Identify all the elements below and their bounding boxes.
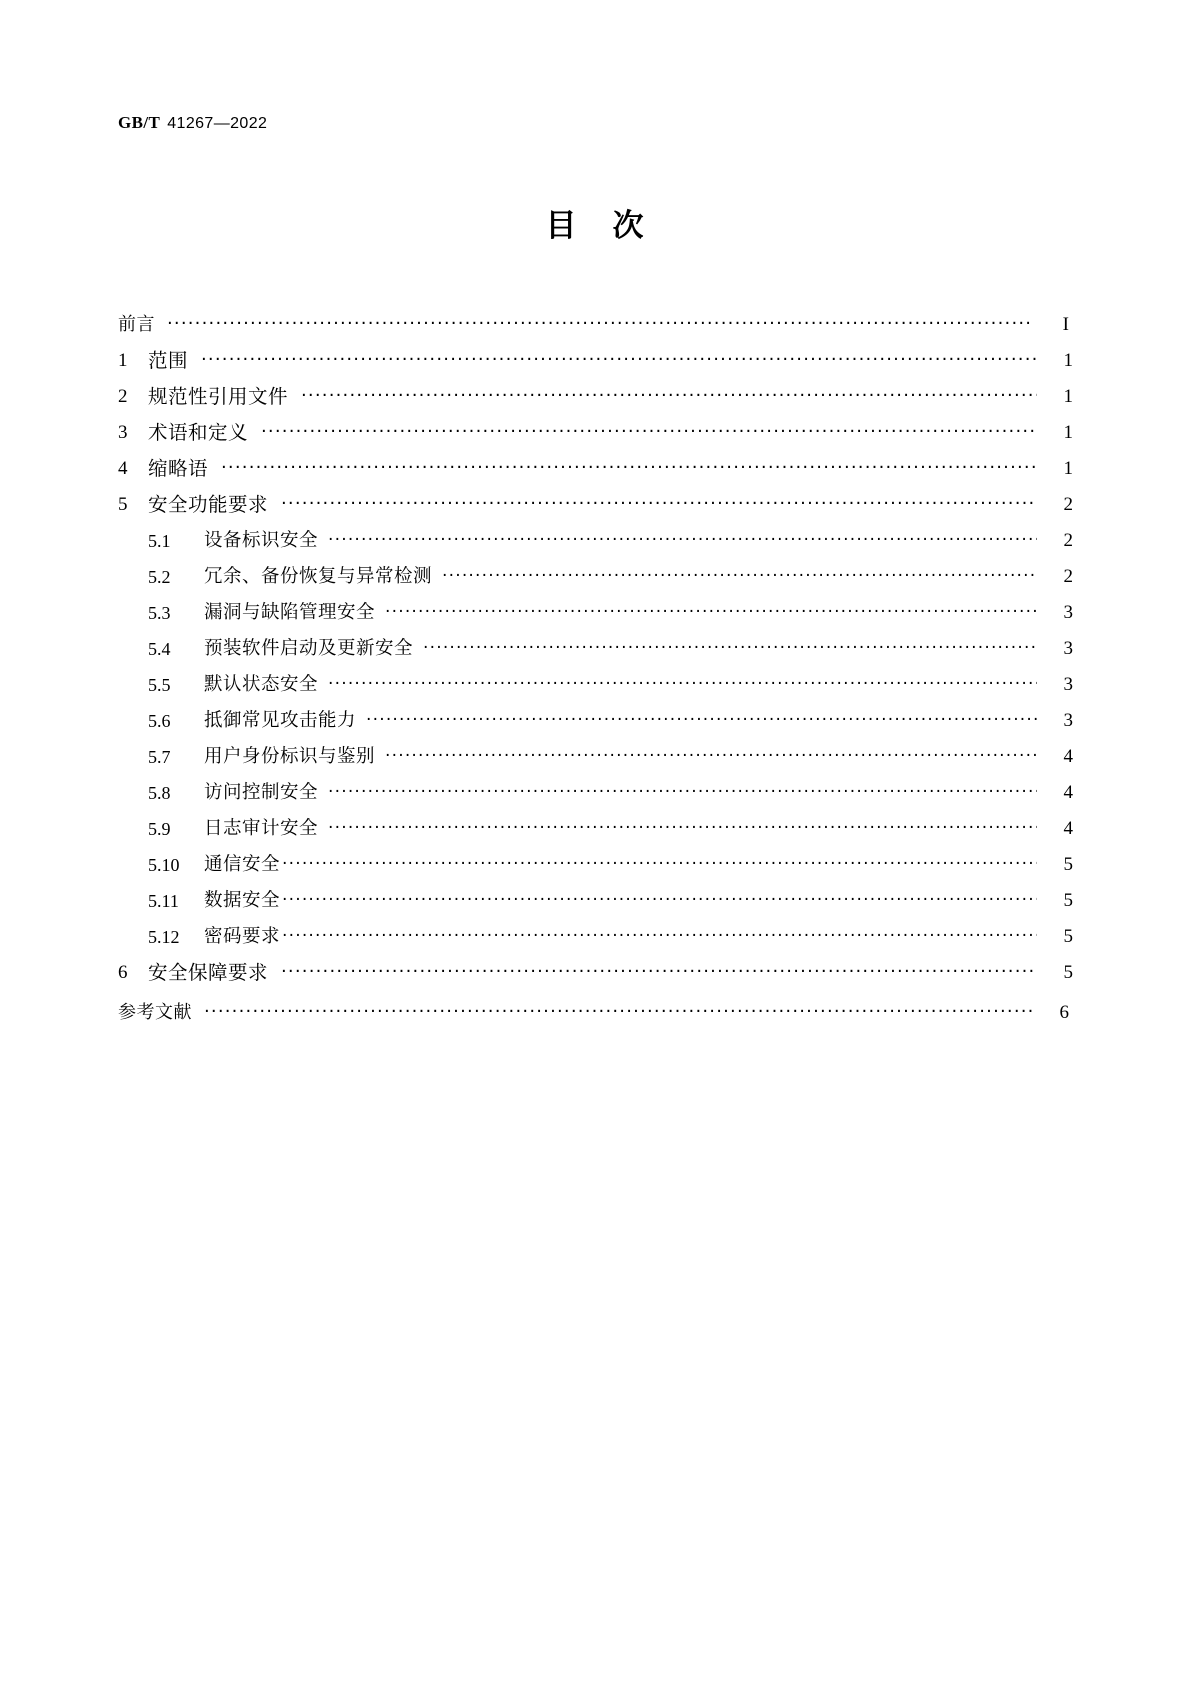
toc-entry-label: 术语和定义 xyxy=(148,420,249,444)
toc-entry-number: 3 xyxy=(118,422,128,443)
toc-dot-leader xyxy=(442,567,1037,587)
toc-entry[interactable] xyxy=(118,550,1073,586)
toc-entry[interactable] xyxy=(118,298,1073,334)
toc-entry[interactable] xyxy=(118,694,1073,730)
toc-entry-page-number: 5 xyxy=(1063,926,1073,947)
toc-entry[interactable] xyxy=(118,946,1073,982)
toc-entry-label: 访问控制安全 xyxy=(204,781,319,803)
toc-entry-label: 漏洞与缺陷管理安全 xyxy=(204,601,376,623)
standard-code: GB/T xyxy=(118,113,161,132)
toc-entry-number: 5.11 xyxy=(148,891,179,911)
toc-entry-page-number: 3 xyxy=(1063,638,1073,659)
toc-entry-label: 默认状态安全 xyxy=(204,673,319,695)
toc-entry-number: 5.4 xyxy=(148,639,171,659)
toc-entry-label: 范围 xyxy=(148,348,189,372)
toc-entry-number: 5 xyxy=(118,494,128,515)
toc-entry-page-number: 1 xyxy=(1063,350,1073,371)
toc-entry-label: 预装软件启动及更新安全 xyxy=(204,637,414,659)
toc-dot-leader xyxy=(282,927,1037,947)
toc-dot-leader xyxy=(282,855,1037,875)
toc-entry-label: 规范性引用文件 xyxy=(148,384,289,408)
toc-entry[interactable] xyxy=(118,874,1073,910)
toc-entry-page-number: 1 xyxy=(1063,458,1073,479)
toc-dot-leader xyxy=(385,603,1037,623)
toc-entry[interactable] xyxy=(118,730,1073,766)
toc-entry-page-number: 4 xyxy=(1063,746,1073,767)
toc-entry-number: 5.9 xyxy=(148,819,171,839)
toc-entry-number: 4 xyxy=(118,458,128,479)
toc-entry[interactable] xyxy=(118,910,1073,946)
toc-entry-number: 5.5 xyxy=(148,675,171,695)
toc-dot-leader xyxy=(282,891,1037,911)
toc-dot-leader xyxy=(261,423,1037,443)
toc-entry-label: 用户身份标识与鉴别 xyxy=(204,745,376,767)
toc-entry-number: 6 xyxy=(118,962,128,983)
toc-entry-page-number: 1 xyxy=(1063,386,1073,407)
toc-entry-label: 安全保障要求 xyxy=(148,960,269,984)
toc-entry-number: 5.8 xyxy=(148,783,171,803)
toc-entry-label: 安全功能要求 xyxy=(148,492,269,516)
toc-entry-number: 5.1 xyxy=(148,531,171,551)
page-title-char-2: 次 xyxy=(612,208,646,244)
toc-dot-leader xyxy=(167,315,1033,335)
toc-entry-page-number: I xyxy=(1062,314,1069,335)
toc-entry-label: 抵御常见攻击能力 xyxy=(204,709,357,731)
toc-entry-page-number: 6 xyxy=(1059,1002,1069,1023)
toc-dot-leader xyxy=(201,351,1037,371)
toc-dot-leader xyxy=(204,1003,1033,1023)
toc-entry-page-number: 5 xyxy=(1063,854,1073,875)
running-header xyxy=(118,113,267,133)
toc-entry-page-number: 2 xyxy=(1063,530,1073,551)
toc-entry-page-number: 2 xyxy=(1063,566,1073,587)
toc-entry[interactable] xyxy=(118,658,1073,694)
page-title xyxy=(0,200,1191,245)
toc-dot-leader xyxy=(328,675,1037,695)
toc-entry-page-number: 3 xyxy=(1063,710,1073,731)
toc-entry[interactable] xyxy=(118,622,1073,658)
toc-entry-page-number: 4 xyxy=(1063,782,1073,803)
toc-entry-number: 5.7 xyxy=(148,747,171,767)
toc-dot-leader xyxy=(221,459,1037,479)
table-of-contents xyxy=(118,298,1073,1022)
toc-entry-label: 数据安全 xyxy=(204,889,281,911)
toc-entry[interactable] xyxy=(118,802,1073,838)
toc-entry-label: 设备标识安全 xyxy=(204,529,319,551)
toc-dot-leader xyxy=(301,387,1037,407)
toc-entry-number: 1 xyxy=(118,350,128,371)
toc-entry[interactable] xyxy=(118,586,1073,622)
toc-entry-number: 5.6 xyxy=(148,711,171,731)
toc-dot-leader xyxy=(281,963,1037,983)
toc-entry-label: 缩略语 xyxy=(148,456,209,480)
toc-entry[interactable] xyxy=(118,478,1073,514)
toc-entry-page-number: 5 xyxy=(1063,890,1073,911)
toc-dot-leader xyxy=(328,531,1037,551)
toc-entry[interactable] xyxy=(118,334,1073,370)
toc-entry-page-number: 2 xyxy=(1063,494,1073,515)
toc-entry[interactable] xyxy=(118,766,1073,802)
page-title-char-1: 目 xyxy=(545,208,579,244)
toc-entry-page-number: 3 xyxy=(1063,674,1073,695)
toc-entry-label: 日志审计安全 xyxy=(204,817,319,839)
toc-entry-number: 5.2 xyxy=(148,567,171,587)
toc-dot-leader xyxy=(281,495,1037,515)
toc-entry-number: 5.12 xyxy=(148,927,180,947)
toc-entry[interactable] xyxy=(118,406,1073,442)
toc-entry[interactable] xyxy=(118,370,1073,406)
toc-entry-number: 5.10 xyxy=(148,855,180,875)
toc-dot-leader xyxy=(366,711,1037,731)
toc-entry-page-number: 1 xyxy=(1063,422,1073,443)
toc-entry-label: 冗余、备份恢复与异常检测 xyxy=(204,565,433,587)
toc-entry[interactable] xyxy=(118,514,1073,550)
toc-entry[interactable] xyxy=(118,986,1073,1022)
toc-entry[interactable] xyxy=(118,838,1073,874)
toc-dot-leader xyxy=(385,747,1037,767)
toc-dot-leader xyxy=(328,819,1037,839)
toc-entry[interactable] xyxy=(118,442,1073,478)
toc-entry-page-number: 5 xyxy=(1063,962,1073,983)
toc-entry-label: 前言 xyxy=(118,314,155,335)
toc-entry-label: 通信安全 xyxy=(204,853,281,875)
toc-entry-label: 密码要求 xyxy=(204,925,281,947)
toc-dot-leader xyxy=(423,639,1037,659)
toc-entry-number: 5.3 xyxy=(148,603,171,623)
toc-dot-leader xyxy=(328,783,1037,803)
toc-entry-number: 2 xyxy=(118,386,128,407)
toc-entry-label: 参考文献 xyxy=(118,1002,192,1023)
toc-entry-page-number: 3 xyxy=(1063,602,1073,623)
standard-number: 41267—2022 xyxy=(167,115,268,132)
toc-entry-page-number: 4 xyxy=(1063,818,1073,839)
